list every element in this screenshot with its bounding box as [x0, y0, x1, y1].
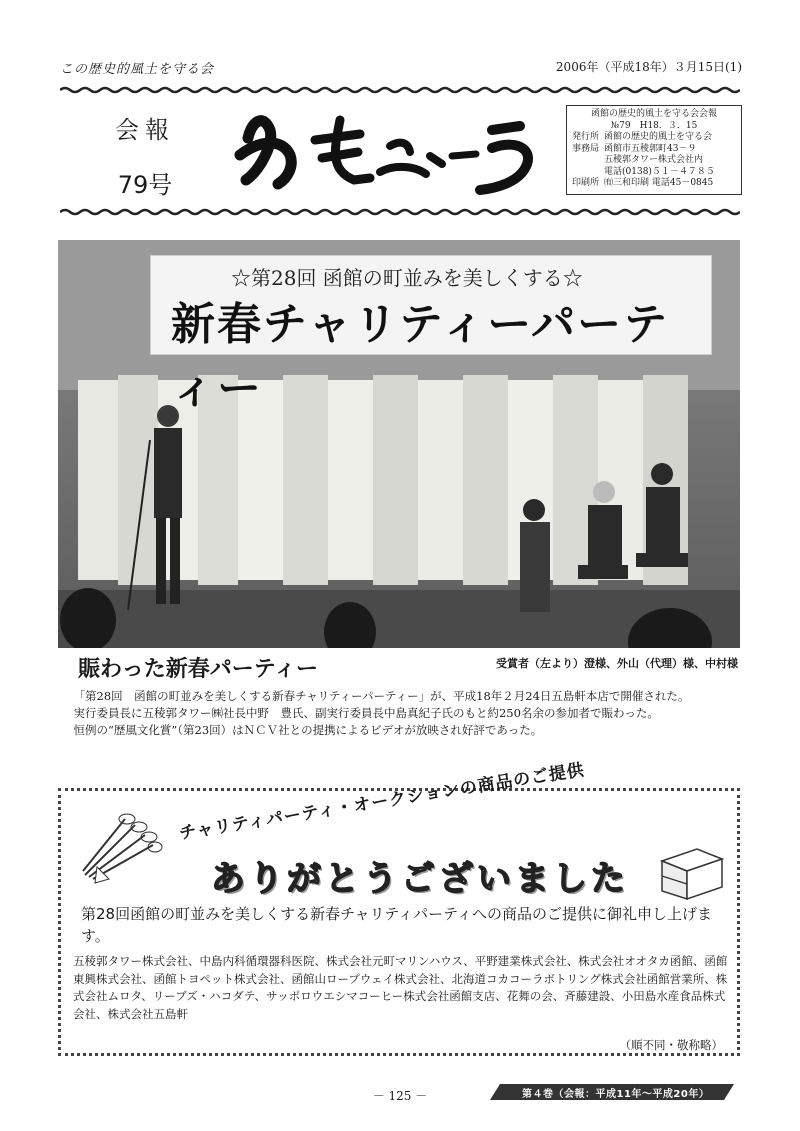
info-row: 印刷所 ㈲三和印刷 電話45－0845 — [572, 178, 714, 188]
gift-box-icon — [657, 841, 727, 901]
article-paragraph: 「第28回 函館の町並みを美しくする新春チャリティーパーティー」が、平成18年２月24日五島軒本店で開催された。 — [73, 689, 690, 703]
article-paragraph: 恒例の“歴風文化賞”（第23回）はＮＣＶ社との提携によるビデオが放映され好評であった。 — [73, 723, 543, 737]
bottom-divider — [60, 208, 740, 216]
info-issue: №79 H18．３．15 — [610, 120, 698, 131]
thanks-box — [58, 760, 740, 1056]
yukifu-logo — [230, 100, 550, 200]
banner-subtitle: ☆第28回 函館の町並みを美しくする☆ — [231, 266, 583, 290]
article-paragraph: 実行委員長に五稜郭タワー㈱社長中野 豊氏、副実行委員長中島真紀子氏のもと約250名余の参加者で賑わった。 — [73, 706, 659, 720]
issue-block — [70, 110, 220, 200]
bouquet-icon — [75, 805, 165, 885]
info-row: 発行所 函館の歴史的風土を守る会 — [572, 132, 713, 142]
top-divider — [60, 86, 740, 94]
info-title: 函館の歴史的風土を守る会会報 — [590, 109, 717, 119]
auction-title: チャリティパーティ・オークションの商品のご提供 — [177, 760, 587, 844]
kaiho-label: 会報 — [115, 116, 175, 144]
publisher-info-box — [566, 105, 742, 195]
info-row: 五稜郭タワー株式会社内 — [604, 155, 704, 165]
event-photo — [58, 240, 740, 648]
thanks-intro: 第28回函館の町並みを美しくする新春チャリティパーティへの商品のご提供に御礼申し上げます。 — [81, 905, 712, 945]
article-body — [62, 688, 742, 739]
banner-title: 新春チャリティーパーティー — [171, 299, 670, 414]
issue-number: 79号 — [117, 171, 173, 199]
logo-brush-icon — [230, 100, 550, 200]
volume-tag — [488, 1082, 738, 1102]
photo-caption: 受賞者（左より）澄様、外山（代理）様、中村様 — [496, 657, 738, 670]
info-row: 事務局 函館市五稜郭町43－９ — [572, 143, 697, 154]
page-number: － 125 － — [372, 1089, 428, 1103]
issue-date: 2006年（平成18年）３月15日(1) — [555, 60, 742, 74]
info-row: 電話(0138)５１－４７８５ — [604, 166, 715, 177]
event-banner — [150, 255, 712, 414]
thank-you-heading: ありがとうございました — [211, 859, 629, 899]
donor-list: 五稜郭タワー株式会社、中島内科循環器科医院、株式会社元町マリンハウス、平野建業株式会社、株式会社オオタカ函館、函館東興株式会社、函館トヨペット株式会社、函館山ロープウェイ株式会社、北海道コカコーラボトリング株式会社函館営業所、株式会社ムロタ、リーブズ・ハコダテ、サッポロウエシマコーヒー株式会社函館支店、花舞の会、斉藤建設、小田島水産食品株式会社、株式会社五島軒 — [73, 954, 728, 1021]
donor-note: （順不同・敬称略） — [619, 1038, 723, 1052]
header-slogan: この歴史的風土を守る会 — [60, 62, 215, 77]
volume-label: 第４巻（会報：平成11年～平成20年） — [522, 1089, 710, 1100]
article-headline: 賑わった新春パーティー — [78, 656, 319, 682]
